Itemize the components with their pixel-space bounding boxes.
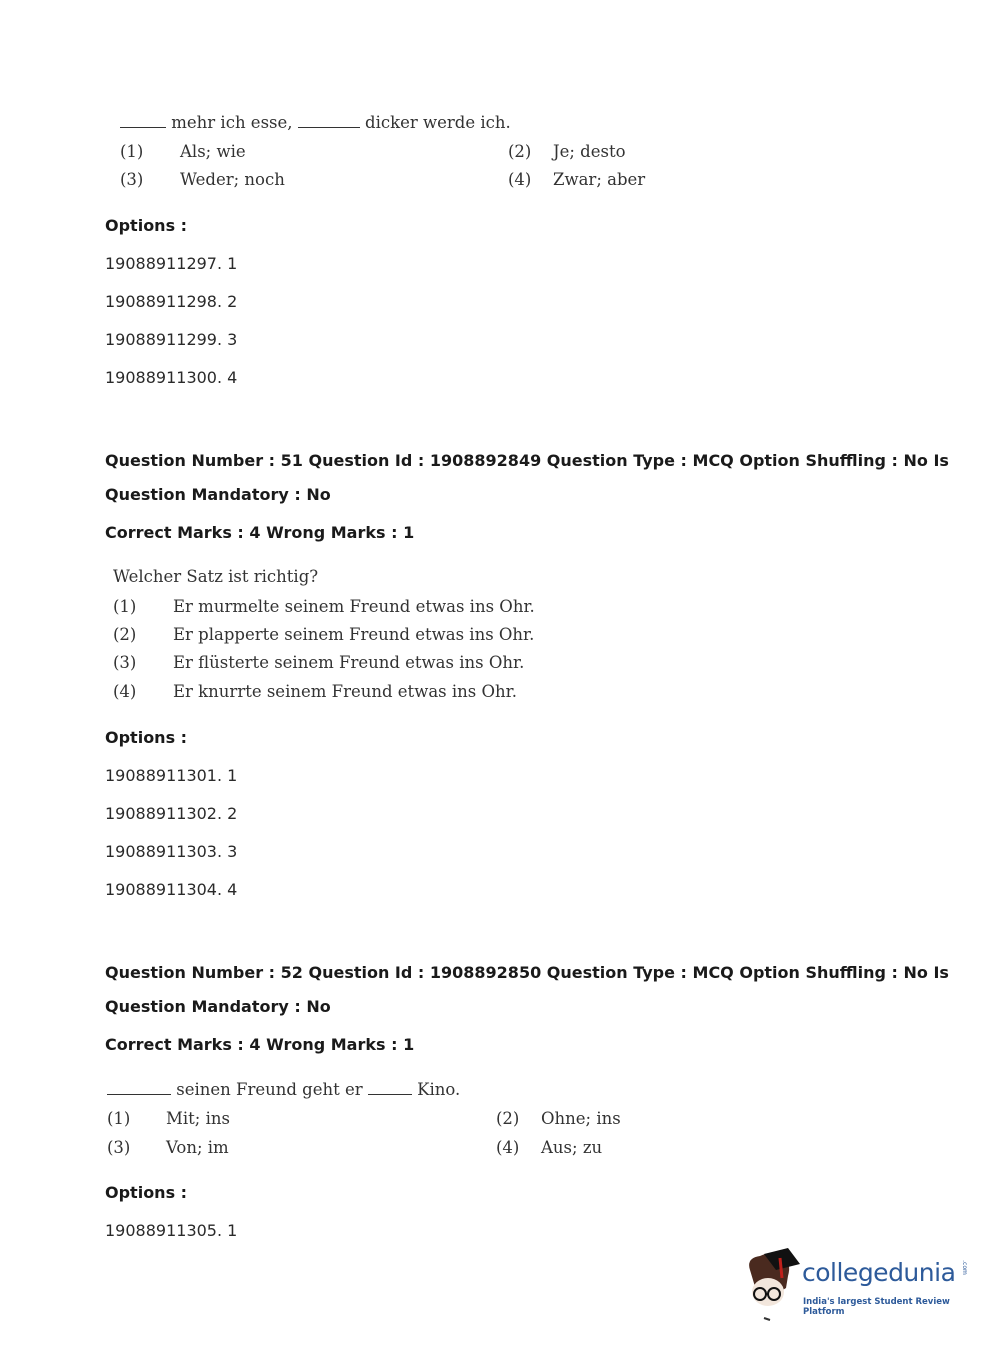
prompt-text: mehr ich esse, [171,113,293,132]
options-label: Options : [105,1183,188,1202]
blank [120,113,166,128]
choice-num: (4) [496,1138,520,1157]
option-id: 19088911303. 3 [105,842,238,861]
mascot-icon [742,1248,802,1322]
option-id: 19088911305. 1 [105,1221,238,1240]
prompt-text: Kino. [417,1080,461,1099]
choice-num: (1) [107,1109,131,1128]
choice-num: (2) [113,625,137,644]
option-id: 19088911298. 2 [105,292,238,311]
logo-suffix: .com [960,1260,968,1275]
question-50-prompt [120,113,511,133]
choice-num: (2) [496,1109,520,1128]
question-header: Question Number : 51 Question Id : 1908892849 Question Type : MCQ Option Shuffling : No Is [105,451,949,470]
prompt-text: seinen Freund geht er [176,1080,363,1099]
choice-text: Von; im [166,1138,229,1157]
choice-text: Aus; zu [541,1138,603,1157]
choice-text: Ohne; ins [541,1109,621,1128]
question-marks: Correct Marks : 4 Wrong Marks : 1 [105,1035,415,1054]
choice-num: (1) [120,142,144,161]
options-label: Options : [105,728,188,747]
blank [298,113,360,128]
question-marks: Correct Marks : 4 Wrong Marks : 1 [105,523,415,542]
choice-text: Mit; ins [166,1109,230,1128]
question-mandatory: Question Mandatory : No [105,485,331,504]
option-id: 19088911301. 1 [105,766,238,785]
choice-num: (4) [508,170,532,189]
blank [368,1080,412,1095]
collegedunia-logo [742,1248,972,1322]
option-id: 19088911297. 1 [105,254,238,273]
choice-num: (4) [113,682,137,701]
logo-tagline: India's largest Student Review Platform [803,1297,950,1317]
options-label: Options : [105,216,188,235]
choice-text: Je; desto [553,142,626,161]
prompt-text: dicker werde ich. [365,113,511,132]
option-id: 19088911304. 4 [105,880,238,899]
choice-text: Er knurrte seinem Freund etwas ins Ohr. [173,682,517,701]
choice-num: (3) [113,653,137,672]
choice-text: Weder; noch [180,170,285,189]
choice-text: Er murmelte seinem Freund etwas ins Ohr. [173,597,535,616]
choice-text: Als; wie [180,142,246,161]
option-id: 19088911299. 3 [105,330,238,349]
question-52-prompt [107,1080,460,1100]
choice-text: Zwar; aber [553,170,646,189]
question-prompt: Welcher Satz ist richtig? [113,567,319,586]
option-id: 19088911300. 4 [105,368,238,387]
question-mandatory: Question Mandatory : No [105,997,331,1016]
choice-num: (3) [120,170,144,189]
choice-text: Er flüsterte seinem Freund etwas ins Ohr. [173,653,525,672]
choice-num: (2) [508,142,532,161]
choice-num: (3) [107,1138,131,1157]
question-header: Question Number : 52 Question Id : 1908892850 Question Type : MCQ Option Shuffling : No Is [105,963,949,982]
choice-text: Er plapperte seinem Freund etwas ins Ohr. [173,625,535,644]
blank [107,1080,171,1095]
choice-num: (1) [113,597,137,616]
logo-name: collegedunia [802,1258,956,1287]
option-id: 19088911302. 2 [105,804,238,823]
